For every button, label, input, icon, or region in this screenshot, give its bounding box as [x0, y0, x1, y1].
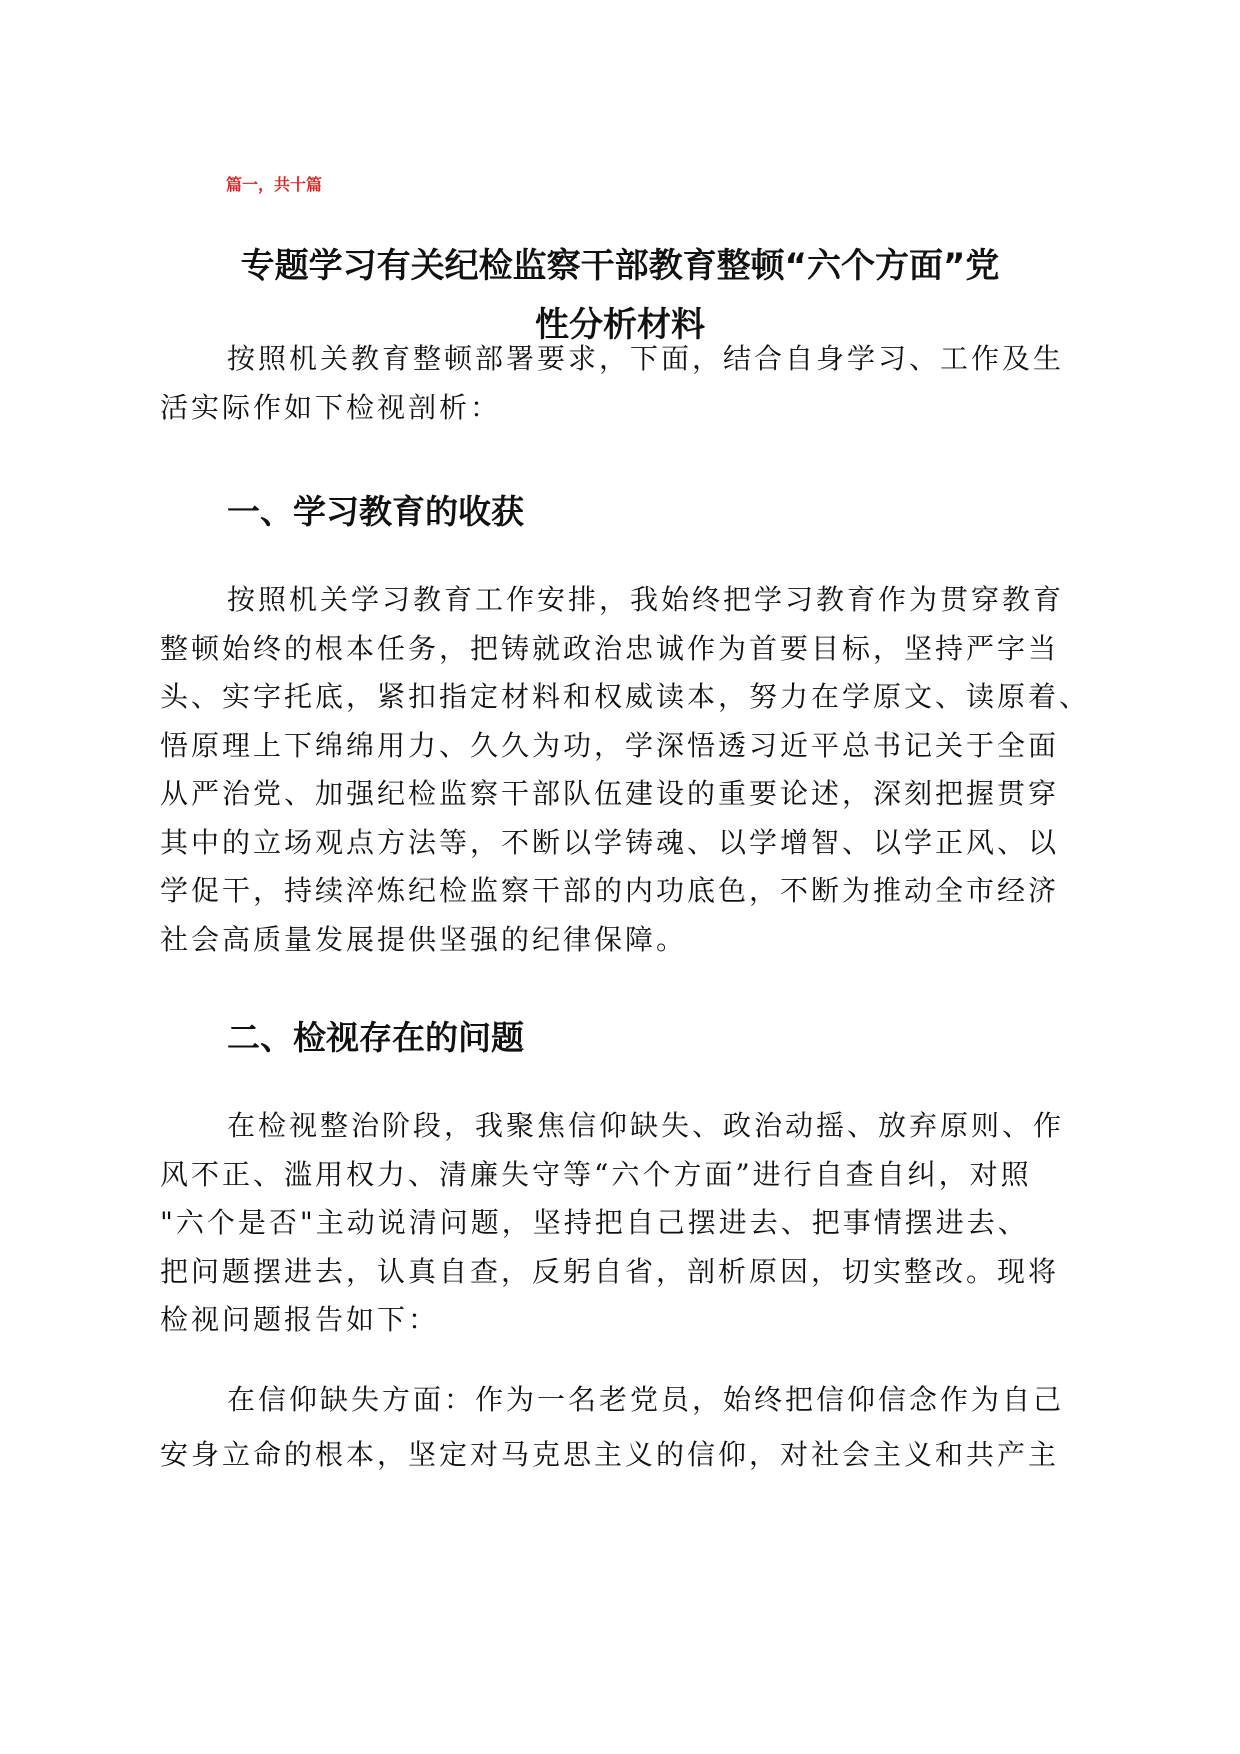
paragraph-line: 按照机关教育整顿部署要求，下面，结合自身学习、工作及生	[227, 342, 1065, 375]
paragraph-line: 把问题摆进去，认真自查，反躬自省，剖析原因，切实整改。现将	[160, 1254, 1060, 1288]
section-heading-2: 二、检视存在的问题	[227, 1018, 524, 1057]
paragraph-line: 活实际作如下检视剖析：	[160, 390, 502, 424]
intro-paragraph	[160, 335, 1080, 432]
section-2-paragraph-faith	[160, 1376, 1080, 1479]
paragraph-line: 其中的立场观点方法等，不断以学铸魂、以学增智、以学正风、以	[160, 825, 1060, 859]
paragraph-line: 按照机关学习教育工作安排，我始终把学习教育作为贯穿教育	[227, 583, 1065, 616]
paragraph-line: 从严治党、加强纪检监察干部队伍建设的重要论述，深刻把握贯穿	[160, 777, 1060, 810]
paragraph-line: 悟原理上下绵绵用力、久久为功，学深悟透习近平总书记关于全面	[160, 728, 1060, 762]
section-heading-1: 一、学习教育的收获	[227, 492, 524, 531]
document-title-line-1: 专题学习有关纪检监察干部教育整顿“六个方面”党	[240, 246, 1000, 286]
paragraph-line: 整顿始终的根本任务，把铸就政治忠诚作为首要目标，坚持严字当	[160, 631, 1060, 665]
section-1-paragraph	[160, 576, 1091, 964]
paragraph-line: 学促干，持续淬炼纪检监察干部的内功底色，不断为推动全市经济	[160, 874, 1060, 907]
paragraph-line: 安身立命的根本，坚定对马克思主义的信仰，对社会主义和共产主	[160, 1437, 1060, 1471]
paragraph-line: 在信仰缺失方面：作为一名老党员，始终把信仰信念作为自己	[227, 1383, 1065, 1416]
document-title-line-2: 性分析材料	[535, 305, 705, 345]
paragraph-line: 在检视整治阶段，我聚焦信仰缺失、政治动摇、放弃原则、作	[227, 1109, 1065, 1142]
paragraph-line: 检视问题报告如下：	[160, 1303, 440, 1336]
series-note: 篇一，共十篇	[226, 175, 323, 194]
paragraph-line: 头、实字托底，紧扣指定材料和权威读本，努力在学原文、读原着、	[160, 680, 1091, 713]
paragraph-line: 社会高质量发展提供坚强的纪律保障。	[160, 922, 688, 956]
paragraph-line: 风不正、滥用权力、清廉失守等“六个方面”进行自查自纠，对照	[160, 1157, 1032, 1191]
section-2-paragraph	[160, 1102, 1080, 1345]
paragraph-line: "六个是否"主动说清问题，坚持把自己摆进去、把事情摆进去、	[160, 1206, 1029, 1239]
